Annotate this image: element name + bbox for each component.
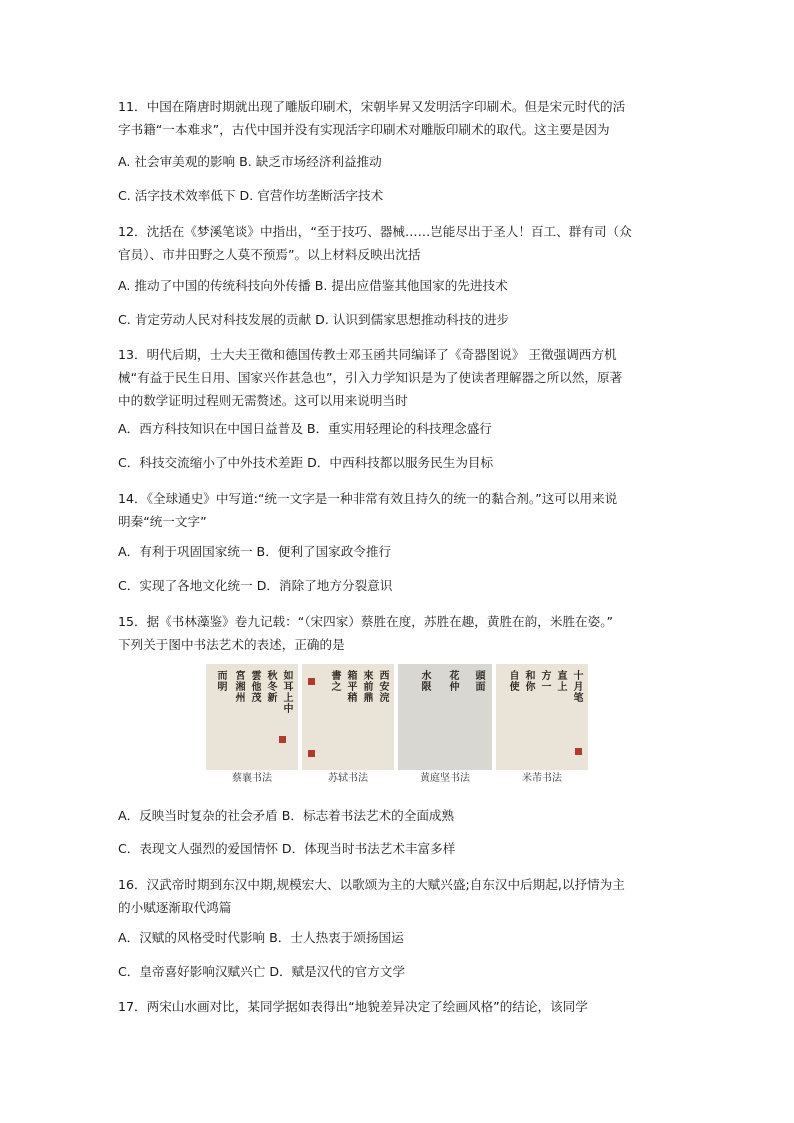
- stem-line: 16．汉武帝时期到东汉中期,规模宏大、以歌颂为主的大赋兴盛;自东汉中后期起,以抒情为主: [118, 877, 625, 892]
- question-16-stem: [118, 873, 678, 919]
- calligraphy-figure: [206, 664, 588, 788]
- question-15-options-ab: A．反映当时复杂的社会矛盾 B．标志着书法艺术的全面成熟: [118, 808, 455, 823]
- question-13-stem: [118, 343, 678, 412]
- huang-tingjian-calligraphy-image: 頭面 花仲 水限: [398, 664, 492, 770]
- caption-su-shi: 苏轼书法: [328, 773, 368, 784]
- stem-line: 13．明代后期，士大夫王徵和德国传教士邓玉函共同编译了《奇器图说》 王徵强调西方机: [118, 347, 617, 362]
- question-15-options-cd: C．表现文人强烈的爱国情怀 D．体现当时书法艺术丰富多样: [118, 841, 456, 856]
- su-shi-calligraphy-image: 西安浣 來前鼎 箱平稍 書之: [302, 664, 394, 770]
- stem-line: 下列关于图中书法艺术的表述，正确的是: [118, 637, 345, 652]
- stem-line: 14．《全球通史》中写道:“统一文字是一种非常有效且持久的统一的黏合剂。”这可以用来说: [118, 491, 618, 506]
- question-15-stem: [118, 610, 678, 656]
- question-13-options-ab: A．西方科技知识在中国日益普及 B．重实用轻理论的科技理念盛行: [118, 421, 492, 436]
- question-16-options-ab: A．汉赋的风格受时代影响 B．士人热衷于颂扬国运: [118, 930, 404, 945]
- question-12-options-ab: A. 推动了中国的传统科技向外传播 B. 提出应借鉴其他国家的先进技术: [118, 278, 508, 293]
- question-14-options-cd: C．实现了各地文化统一 D．消除了地方分裂意识: [118, 578, 393, 593]
- question-16-options-cd: C．皇帝喜好影响汉赋兴亡 D．赋是汉代的官方文学: [118, 964, 405, 979]
- caption-cai-xiang: 蔡襄书法: [232, 773, 272, 784]
- question-17-stem: [118, 995, 678, 1018]
- stem-line: 12．沈括在《梦溪笔谈》中指出，“至于技巧、器械……岂能尽出于圣人！百工、群有司（众: [118, 224, 632, 239]
- question-12-stem: [118, 220, 678, 266]
- stem-line: 15．据《书林藻鉴》卷九记载：“（宋四家）蔡胜在度，苏胜在趣，黄胜在韵，米胜在姿。”: [118, 614, 614, 629]
- question-11-options-cd: C. 活字技术效率低下 D. 官营作坊垄断活字技术: [118, 188, 384, 203]
- question-12-options-cd: C. 肯定劳动人民对科技发展的贡献 D. 认识到儒家思想推动科技的进步: [118, 312, 510, 327]
- stem-line: 明秦“统一文字”: [118, 514, 207, 529]
- question-14-options-ab: A．有利于巩固国家统一 B．便利了国家政令推行: [118, 544, 392, 559]
- question-13-options-cd: C．科技交流缩小了中外技术差距 D．中西科技都以服务民生为目标: [118, 455, 494, 470]
- question-11-options-ab: A. 社会审美观的影响 B. 缺乏市场经济利益推动: [118, 154, 382, 169]
- stem-line: 17．两宋山水画对比，某同学据如表得出“地貌差异决定了绘画风格”的结论，该同学: [118, 999, 588, 1014]
- question-11-stem: [118, 95, 678, 141]
- stem-line: 官员）、市井田野之人莫不预焉”。以上材料反映出沈括: [118, 247, 421, 262]
- stem-line: 11．中国在隋唐时期就出现了雕版印刷术，宋朝毕昇又发明活字印刷术。但是宋元时代的活: [118, 99, 626, 114]
- cai-xiang-calligraphy-image: 如耳上中 秋冬新 雲他茂 宮湘州 而明: [206, 664, 298, 770]
- mi-fu-calligraphy-image: 十月笔 直上 方一 和你 自使: [496, 664, 588, 770]
- stem-line: 械“有益于民生日用、国家兴作甚急也”，引入力学知识是为了使读者理解器之所以然，原著: [118, 370, 623, 385]
- question-14-stem: [118, 487, 678, 533]
- stem-line: 字书籍“一本难求”，古代中国并没有实现活字印刷术对雕版印刷术的取代。这主要是因为: [118, 122, 610, 137]
- caption-huang-tingjian: 黄庭坚书法: [420, 773, 470, 784]
- stem-line: 中的数学证明过程则无需赘述。这可以用来说明当时: [118, 393, 408, 408]
- stem-line: 的小赋逐渐取代鸿篇: [118, 900, 232, 915]
- caption-mi-fu: 米芾书法: [522, 773, 562, 784]
